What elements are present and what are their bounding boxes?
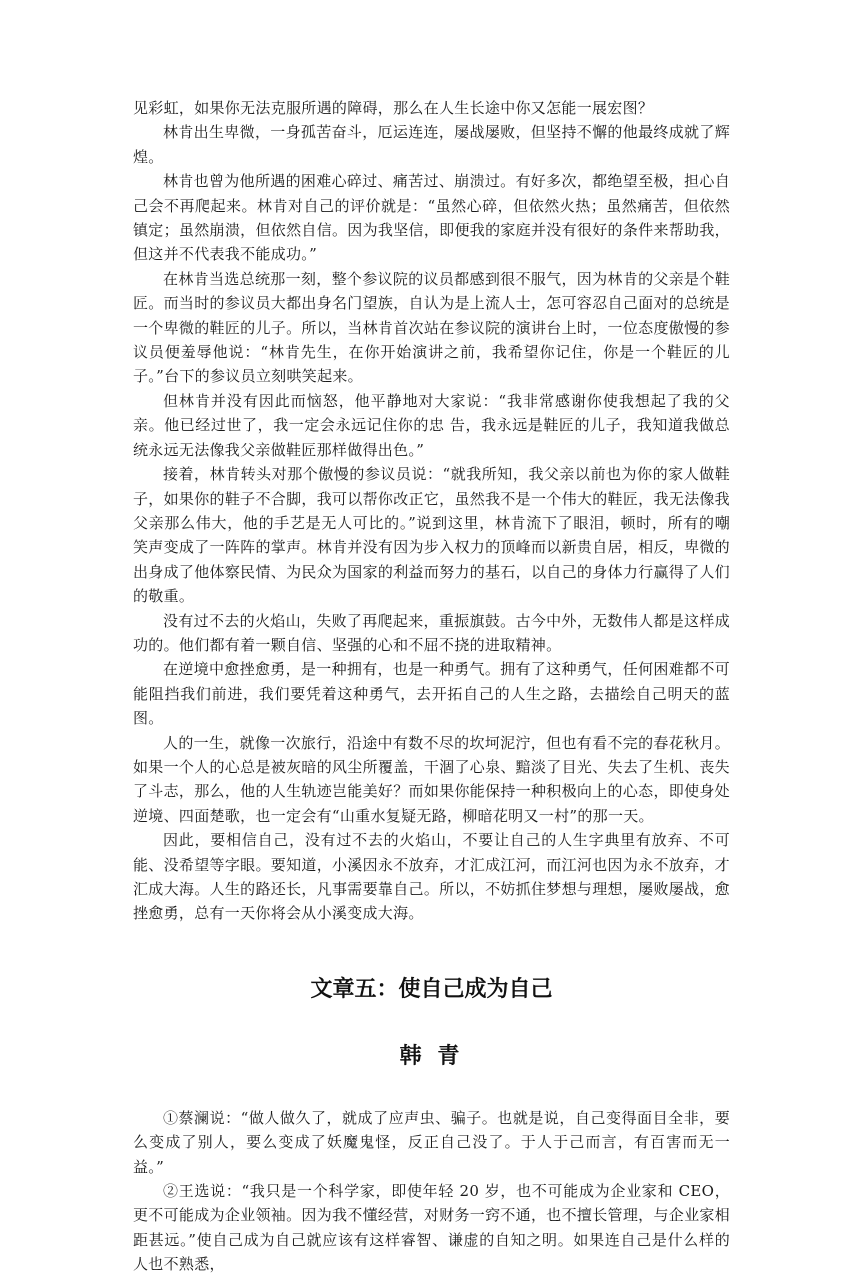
article-title: 文章五：使自己成为自己 <box>310 976 553 1002</box>
body-text-top <box>133 96 730 926</box>
article-author: 韩 青 <box>399 1043 464 1069</box>
paragraph: 但林肯并没有因此而恼怒，他平静地对大家说：“我非常感谢你使我想起了我的父亲。他已经过世了，我一定会永远记住你的忠 告，我永远是鞋匠的儿子，我知道我做总统永远无法像我父亲做鞋匠那样做得出色。” <box>133 391 730 459</box>
paragraph: ②王选说：“我只是一个科学家，即使年轻 20 岁，也不可能成为企业家和 CEO，更不可能成为企业领袖。因为我不懂经营，对财务一窍不通，也不擅长管理，与企业家相距甚远。”使自己成为自己就应该有这样睿智、谦虚的自知之明。如果连自己是什么样的人也不熟悉， <box>133 1182 730 1274</box>
paragraph: 林肯也曾为他所遇的困难心碎过、痛苦过、崩溃过。有好多次，都绝望至极，担心自己会不再爬起来。林肯对自己的评价就是：“虽然心碎，但依然火热；虽然痛苦，但依然镇定；虽然崩溃，但依然自信。因为我坚信，即便我的家庭并没有很好的条件来帮助我，但这并不代表我不能成功。” <box>133 172 730 264</box>
paragraph: 没有过不去的火焰山，失败了再爬起来，重振旗鼓。古今中外，无数伟人都是这样成功的。他们都有着一颗自信、坚强的心和不屈不挠的进取精神。 <box>133 611 730 654</box>
paragraph: 因此，要相信自己，没有过不去的火焰山，不要让自己的人生字典里有放弃、不可能、没希望等字眼。要知道，小溪因永不放弃，才汇成江河，而江河也因为永不放弃，才汇成大海。人生的路还长，凡事需要靠自己。所以，不妨抓住梦想与理想，屡败屡战，愈挫愈勇，总有一天你将会从小溪变成大海。 <box>133 831 730 923</box>
paragraph: 在逆境中愈挫愈勇，是一种拥有，也是一种勇气。拥有了这种勇气，任何困难都不可能阻挡我们前进，我们要凭着这种勇气，去开拓自己的人生之路，去描绘自己明天的蓝图。 <box>133 660 730 728</box>
body-text-bottom <box>133 1106 730 1277</box>
paragraph: 接着，林肯转头对那个傲慢的参议员说：“就我所知，我父亲以前也为你的家人做鞋子，如果你的鞋子不合脚，我可以帮你改正它，虽然我不是一个伟大的鞋匠，我无法像我父亲那么伟大，他的手艺是无人可比的。”说到这里，林肯流下了眼泪，顿时，所有的嘲笑声变成了一阵阵的掌声。林肯并没有因为步入权力的顶峰而以新贵自居，相反，卑微的出身成了他体察民情、为民众为国家的利益而努力的基石，以自己的身体力行赢得了人们的敬重。 <box>133 465 730 606</box>
paragraph: 在林肯当选总统那一刻，整个参议院的议员都感到很不服气，因为林肯的父亲是个鞋匠。而当时的参议员大都出身名门望族，自认为是上流人士，怎可容忍自己面对的总统是一个卑微的鞋匠的儿子。所以，当林肯首次站在参议院的演讲台上时，一位态度傲慢的参议员便羞辱他说：“林肯先生，在你开始演讲之前，我希望你记住，你是一个鞋匠的儿子。”台下的参议员立刻哄笑起来。 <box>133 269 730 386</box>
paragraph: 人的一生，就像一次旅行，沿途中有数不尽的坎坷泥泞，但也有看不完的春花秋月。如果一个人的心总是被灰暗的风尘所覆盖，干涸了心泉、黯淡了目光、失去了生机、丧失了斗志，那么，他的人生轨迹岂能美好？而如果你能保持一种积极向上的心态，即使身处逆境、四面楚歌，也一定会有“山重水复疑无路，柳暗花明又一村”的那一天。 <box>133 733 730 825</box>
paragraph: 林肯出生卑微，一身孤苦奋斗，厄运连连，屡战屡败，但坚持不懈的他最终成就了辉煌。 <box>133 123 730 166</box>
paragraph: 见彩虹，如果你无法克服所遇的障碍，那么在人生长途中你又怎能一展宏图？ <box>133 99 654 117</box>
paragraph: ①蔡澜说：“做人做久了，就成了应声虫、骗子。也就是说，自己变得面目全非，要么变成了别人，要么变成了妖魔鬼怪，反正自己没了。于人于己而言，有百害而无一益。” <box>133 1108 730 1176</box>
document-page <box>133 96 730 1277</box>
